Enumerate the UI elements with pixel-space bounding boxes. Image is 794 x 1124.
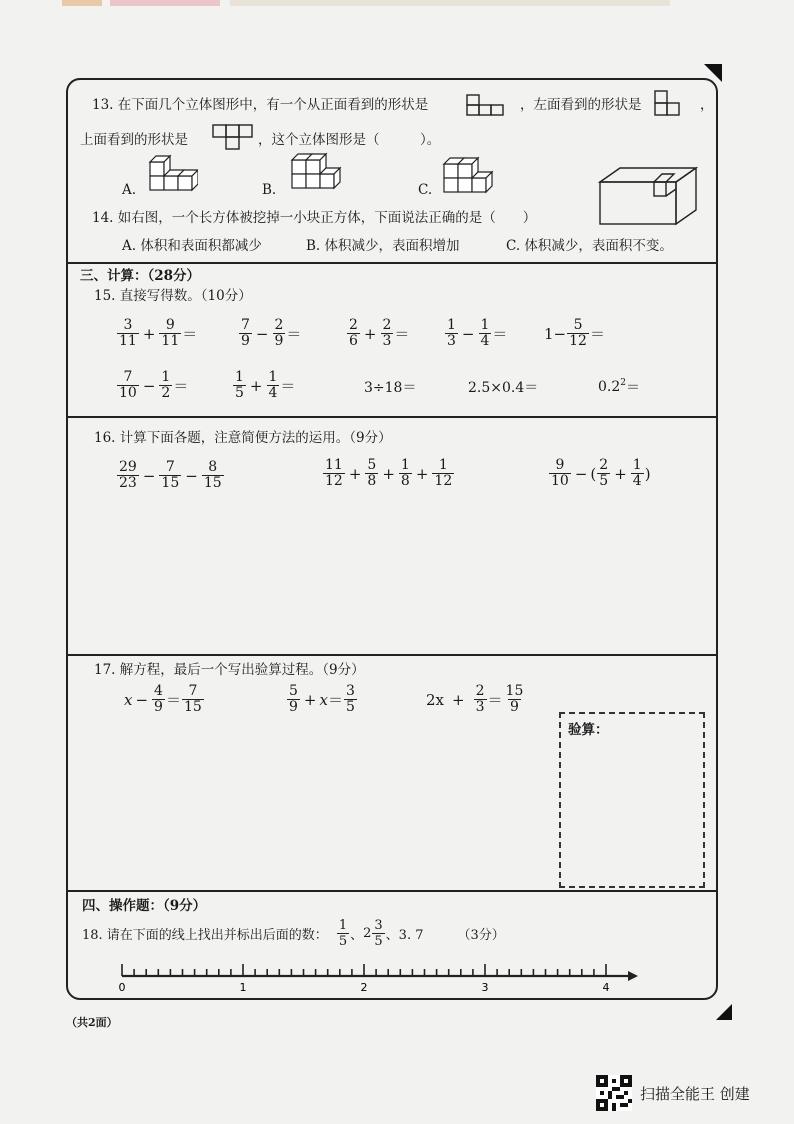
- q17-equation-3: 2x + $\frac{2}{3}$ ＝ $\frac{15}{9}$: [426, 683, 524, 715]
- cube-figure-b: [288, 150, 342, 192]
- q15-expr-2: $\frac{7}{9}$ − $\frac{2}{9}$ ＝: [241, 317, 302, 349]
- q16-expr-2: $\frac{11}{12}$ + $\frac{5}{8}$ + $\frac{1}{8}$ + $\frac{1}{12}$: [325, 457, 453, 489]
- section-divider: [66, 654, 716, 656]
- section-divider: [66, 416, 716, 418]
- q15-expr-6: $\frac{7}{10}$ − $\frac{1}{2}$ ＝: [119, 369, 189, 401]
- q13-line1-end: ，: [700, 97, 714, 113]
- scan-artifact: [230, 0, 670, 6]
- q15-title: 15. 直接写得数。（10分）: [94, 288, 252, 304]
- q15-expr-8: 3÷18＝: [364, 380, 417, 396]
- cube-figure-a: [146, 152, 198, 192]
- section4-title: 四、操作题：（9分）: [82, 898, 207, 914]
- q16-title: 16. 计算下面各题，注意简便方法的运用。（9分）: [94, 430, 392, 446]
- cube-figure-c: [440, 154, 496, 194]
- q17-equation-2: $\frac{5}{9}$ + x ＝ $\frac{3}{5}$: [289, 683, 355, 715]
- q13-line1-mid: ，左面看到的形状是: [520, 97, 642, 113]
- q14-option-a: A. 体积和表面积都减少: [122, 238, 262, 254]
- corner-mark: [716, 1004, 732, 1020]
- axis-label: 4: [602, 981, 610, 994]
- qr-code-icon: [596, 1075, 632, 1111]
- scan-artifact: [110, 0, 220, 6]
- axis-label: 1: [239, 981, 247, 994]
- scan-artifact: [62, 0, 102, 6]
- q14-option-c: C. 体积减少，表面积不变。: [506, 238, 673, 254]
- option-a-label: A.: [122, 182, 137, 198]
- q17-equation-1: x − $\frac{4}{9}$ ＝ $\frac{7}{15}$: [124, 683, 202, 715]
- page-count-footer: （共2面）: [66, 1016, 118, 1029]
- left-view-icon: [654, 90, 682, 116]
- q15-expr-10: 0.2 $^2$ ＝: [598, 378, 640, 396]
- section-divider: [66, 890, 716, 892]
- q13-line1: 13. 在下面几个立体图形中，有一个从正面看到的形状是: [92, 97, 429, 113]
- axis-label: 2: [360, 981, 368, 994]
- q16-expr-1: $\frac{29}{23}$ − $\frac{7}{15}$ − $\frac{8}{15}$: [119, 459, 222, 491]
- q15-expr-4: $\frac{1}{3}$ − $\frac{1}{4}$ ＝: [447, 317, 508, 349]
- q13-line2-end: ，这个立体图形是（ ）。: [258, 132, 441, 148]
- axis-label: 0: [118, 981, 126, 994]
- option-b-label: B.: [262, 182, 277, 198]
- q15-expr-5: 1− $\frac{5}{12}$ ＝: [544, 317, 605, 349]
- front-view-icon: [466, 94, 506, 116]
- number-line[interactable]: [110, 960, 640, 994]
- scanner-watermark: 扫描全能王 创建: [640, 1085, 750, 1103]
- section3-title: 三、计算：（28分）: [80, 268, 201, 284]
- q16-expr-3: $\frac{9}{10}$ − ( $\frac{2}{5}$ + $\frac{1}{4}$ ): [551, 457, 651, 489]
- option-c-label: C.: [418, 182, 433, 198]
- q18-question: 18. 请在下面的线上找出并标出后面的数： $\frac{1}{5}$ 、 2 $\frac{3}{5}$ 、3. 7 （3分）: [82, 918, 505, 949]
- top-view-icon: [212, 124, 254, 152]
- q14-option-b: B. 体积减少，表面积增加: [306, 238, 460, 254]
- section-divider: [66, 262, 716, 264]
- q15-expr-9: 2.5×0.4＝: [468, 380, 539, 396]
- q14-question: 14. 如右图，一个长方体被挖掉一小块正方体，下面说法正确的是（ ）: [92, 210, 537, 226]
- check-label: 验算：: [568, 722, 609, 738]
- q17-title: 17. 解方程，最后一个写出验算过程。（9分）: [94, 662, 365, 678]
- axis-label: 3: [481, 981, 489, 994]
- q15-expr-7: $\frac{1}{5}$ + $\frac{1}{4}$ ＝: [235, 369, 296, 401]
- q15-expr-1: $\frac{3}{11}$ + $\frac{9}{11}$ ＝: [119, 317, 198, 349]
- q13-line2-start: 上面看到的形状是: [80, 132, 188, 148]
- q15-expr-3: $\frac{2}{6}$ + $\frac{2}{3}$ ＝: [349, 317, 410, 349]
- cuboid-figure: [596, 164, 700, 228]
- check-box[interactable]: [559, 712, 705, 888]
